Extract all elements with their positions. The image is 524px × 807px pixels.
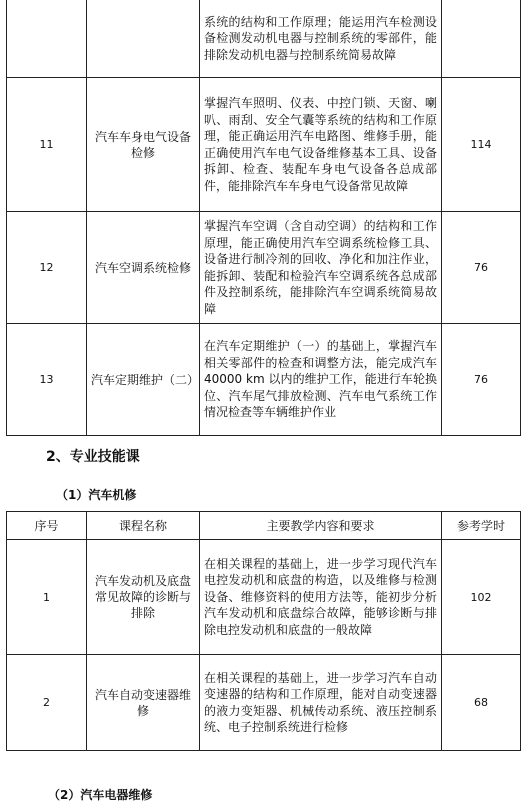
course-table-continued <box>6 0 521 436</box>
subsection-heading: （1）汽车机修 <box>56 488 137 502</box>
course-name: 汽车车身电气设备检修 <box>87 78 200 212</box>
table-row <box>7 655 521 751</box>
course-name: 汽车发动机及底盘常见故障的诊断与排除 <box>87 540 200 655</box>
header-number: 序号 <box>7 512 87 540</box>
course-name: 汽车空调系统检修 <box>87 212 200 324</box>
header-content: 主要教学内容和要求 <box>200 512 442 540</box>
subsection-heading: （2）汽车电器维修 <box>48 788 153 802</box>
course-number: 2 <box>7 655 87 751</box>
course-content: 掌握汽车照明、仪表、中控门锁、天窗、喇叭、雨刮、安全气囊等系统的结构和工作原理，能正确运用汽车电路图、维修手册，能正确使用汽车电气设备维修基本工具、设备拆卸、检查、装配车身电气设备各总成部件，能排除汽车车身电气设备常见故障 <box>200 78 442 212</box>
course-content: 掌握汽车空调（含自动空调）的结构和工作原理，能正确使用汽车空调系统检修工具、设备进行制冷剂的回收、净化和加注作业，能拆卸、装配和检验汽车空调系统各总成部件及控制系统，能排除汽车空调系统简易故障 <box>200 212 442 324</box>
section-heading: 2、专业技能课 <box>46 449 140 465</box>
table-header-row <box>7 512 521 540</box>
table-row <box>7 78 521 212</box>
course-content: 系统的结构和工作原理；能运用汽车检测设备检测发动机电器与控制系统的零部件，能排除发动机电器与控制系统简易故障 <box>200 0 442 78</box>
course-content: 在相关课程的基础上，进一步学习现代汽车电控发动机和底盘的构造，以及维修与检测设备、维修资料的使用方法等，能初步分析汽车发动机和底盘综合故障，能够诊断与排除电控发动机和底盘的一般故障 <box>200 540 442 655</box>
course-content: 在汽车定期维护（一）的基础上，掌握汽车相关零部件的检查和调整方法，能完成汽车 40000 km 以内的维护工作，能进行车轮换位、汽车尾气排放检测、汽车电气系统工作情况检查等车辆维护作业 <box>200 324 442 436</box>
course-hours: 102 <box>442 540 521 655</box>
course-hours <box>442 0 521 78</box>
table-row <box>7 212 521 324</box>
course-table <box>6 511 521 751</box>
table-row <box>7 540 521 655</box>
course-name <box>87 0 200 78</box>
header-course-name: 课程名称 <box>87 512 200 540</box>
course-hours: 76 <box>442 212 521 324</box>
course-number: 1 <box>7 540 87 655</box>
course-hours: 76 <box>442 324 521 436</box>
course-number: 11 <box>7 78 87 212</box>
table-row <box>7 324 521 436</box>
course-name: 汽车定期维护（二） <box>87 324 200 436</box>
course-number <box>7 0 87 78</box>
course-hours: 68 <box>442 655 521 751</box>
course-hours: 114 <box>442 78 521 212</box>
course-content: 在相关课程的基础上，进一步学习汽车自动变速器的结构和工作原理，能对自动变速器的液力变矩器、机械传动系统、液压控制系统、电子控制系统进行检修 <box>200 655 442 751</box>
table-row <box>7 0 521 78</box>
header-hours: 参考学时 <box>442 512 521 540</box>
course-number: 13 <box>7 324 87 436</box>
course-name: 汽车自动变速器维修 <box>87 655 200 751</box>
course-number: 12 <box>7 212 87 324</box>
